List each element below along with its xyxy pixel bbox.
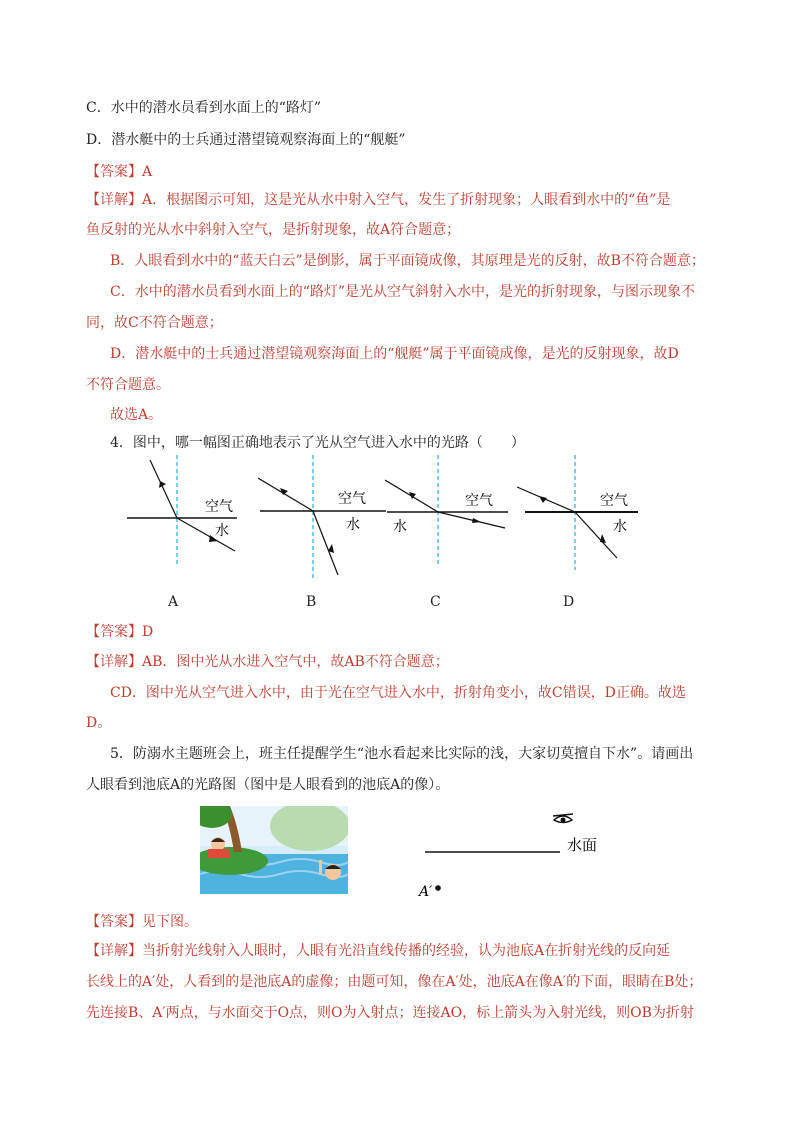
q5-detail-2: 长线上的A′处，人看到的是池底A的虚像；由题可知，像在A′处，池底A在像A′的下面，眼睛在B处； <box>86 974 703 990</box>
q5-answer: 【答案】见下图。 <box>86 914 198 930</box>
q4-detail-2: CD．图中光从空气进入水中，由于光在空气进入水中，折射角变小，故C错误，D正确。故选 <box>110 685 686 701</box>
q4-detail-1: 【详解】AB．图中光从水进入空气中，故AB不符合题意； <box>86 654 449 670</box>
q3-conclusion: 故选A。 <box>110 407 163 423</box>
q3-detail-5: 同，故C不符合题意； <box>86 315 223 331</box>
q3-detail-7: 不符合题意。 <box>86 377 170 393</box>
diagram-a <box>125 455 240 565</box>
q5-question-2: 人眼看到池底A的光路图（图中是人眼看到的池底A的像）。 <box>86 777 450 793</box>
q5-question-1: 5．防溺水主题班会上，班主任提醒学生“池水看起来比实际的浅，大家切莫擅自下水”。请画出 <box>110 746 694 762</box>
diagram-c <box>385 455 510 565</box>
diagram-c-label: C <box>430 594 441 610</box>
water-surface-label: 水面 <box>567 836 598 854</box>
diagram-b <box>258 455 388 580</box>
diagram-c-air: 空气 <box>465 493 493 509</box>
q4-answer: 【答案】D <box>86 624 154 640</box>
diagram-b-air: 空气 <box>338 491 366 507</box>
diagram-d-air: 空气 <box>600 493 628 509</box>
drowning-illustration <box>200 806 348 894</box>
q3-detail-4: C．水中的潜水员看到水面上的“路灯”是光从空气斜射入水中，是光的折射现象，与图示现象不 <box>110 284 696 300</box>
q3-option-c: C．水中的潜水员看到水面上的“路灯” <box>86 100 322 116</box>
diagram-a-water: 水 <box>215 523 229 539</box>
image-point-label: A′ <box>419 884 433 900</box>
diagram-b-water: 水 <box>346 517 360 533</box>
diagram-a-label: A <box>168 594 179 610</box>
q4-question: 4．图中，哪一幅图正确地表示了光从空气进入水中的光路（ ） <box>110 435 525 451</box>
diagram-b-label: B <box>306 594 317 610</box>
q3-detail-6: D．潜水艇中的士兵通过潜望镜观察海面上的“舰艇”属于平面镜成像，是光的反射现象，故D <box>110 346 679 362</box>
diagram-d <box>515 455 640 570</box>
diagram-d-water: 水 <box>613 519 627 535</box>
q3-detail-3: B．人眼看到水中的“蓝天白云”是倒影，属于平面镜成像，其原理是光的反射，故B不符合题意； <box>110 253 705 269</box>
water-surface-diagram <box>415 808 615 903</box>
image-point-a-prime <box>435 885 441 891</box>
q5-detail-1: 【详解】当折射光线射入人眼时，人眼有光沿直线传播的经验，认为池底A在折射光线的反向延 <box>86 943 671 959</box>
q3-detail-1: 【详解】A．根据图示可知，这是光从水中射入空气，发生了折射现象；人眼看到水中的“鱼”是 <box>86 192 671 208</box>
q3-detail-2: 鱼反射的光从水中斜射入空气，是折射现象，故A符合题意； <box>86 222 461 238</box>
diagram-a-air: 空气 <box>205 499 233 515</box>
q3-answer: 【答案】A <box>86 164 153 180</box>
diagram-d-label: D <box>563 594 575 610</box>
q5-detail-3: 先连接B、A′两点，与水面交于O点，则O为入射点；连接AO，标上箭头为入射光线，则OB为折射 <box>86 1005 694 1021</box>
q3-option-d: D．潜水艇中的士兵通过潜望镜观察海面上的“舰艇” <box>86 132 406 148</box>
diagram-c-water: 水 <box>393 519 407 535</box>
q4-detail-3: D。 <box>86 715 112 731</box>
